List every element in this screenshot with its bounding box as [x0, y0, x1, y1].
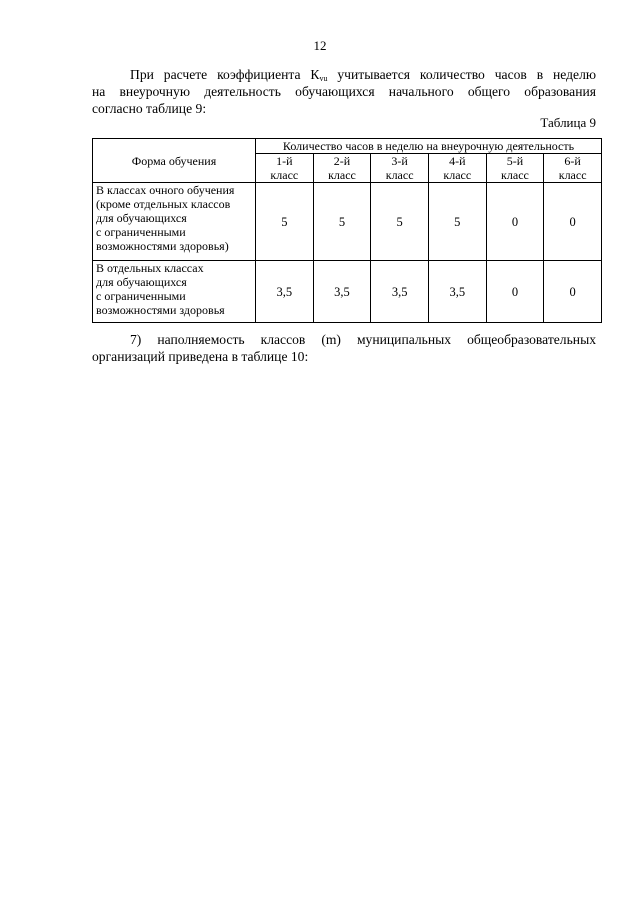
table-cell: 3,5	[313, 261, 371, 323]
table-cell: 3,5	[256, 261, 314, 323]
table-cell: 5	[313, 183, 371, 261]
grade-header: 2-й класс	[313, 154, 371, 183]
intro-line-1-after: учитывается количество часов в неделю	[327, 67, 597, 82]
hours-group-header: Количество часов в неделю на внеурочную деятельность	[256, 139, 602, 154]
row-label: В отдельных классах для обучающихся с ограниченными возможностями здоровья	[93, 261, 256, 323]
table-cell: 0	[486, 183, 544, 261]
hours-table	[92, 138, 602, 323]
closing-line-2: организаций приведена в таблице 10:	[92, 349, 309, 364]
page-number: 12	[313, 38, 327, 53]
table-row	[93, 261, 602, 323]
table-cell: 5	[428, 183, 486, 261]
intro-line-3: согласно таблице 9:	[92, 101, 207, 116]
table-cell: 0	[544, 261, 602, 323]
table-cell: 0	[544, 183, 602, 261]
closing-paragraph	[92, 331, 596, 365]
grade-header: 6-й класс	[544, 154, 602, 183]
grade-header: 3-й класс	[371, 154, 429, 183]
table-cell: 5	[256, 183, 314, 261]
table-cell: 0	[486, 261, 544, 323]
row-label: В классах очного обучения (кроме отдельных классов для обучающихся с ограниченными возможностями здоровья)	[93, 183, 256, 261]
coefficient-subscript: vu	[319, 74, 328, 83]
intro-line-1	[92, 66, 596, 83]
intro-line-2: на внеурочную деятельность обучающихся начального общего образования	[92, 84, 596, 99]
table-row	[93, 183, 602, 261]
table-caption: Таблица 9	[540, 115, 596, 130]
closing-line-1: 7) наполняемость классов (m) муниципальных общеобразовательных	[130, 332, 596, 347]
form-header: Форма обучения	[93, 139, 256, 183]
table-cell: 5	[371, 183, 429, 261]
intro-paragraph	[92, 66, 596, 117]
intro-line-1-before: При расчете коэффициента К	[130, 67, 320, 82]
table-cell: 3,5	[371, 261, 429, 323]
grade-header: 1-й класс	[256, 154, 314, 183]
grade-header: 4-й класс	[428, 154, 486, 183]
grade-header: 5-й класс	[486, 154, 544, 183]
table-cell: 3,5	[428, 261, 486, 323]
